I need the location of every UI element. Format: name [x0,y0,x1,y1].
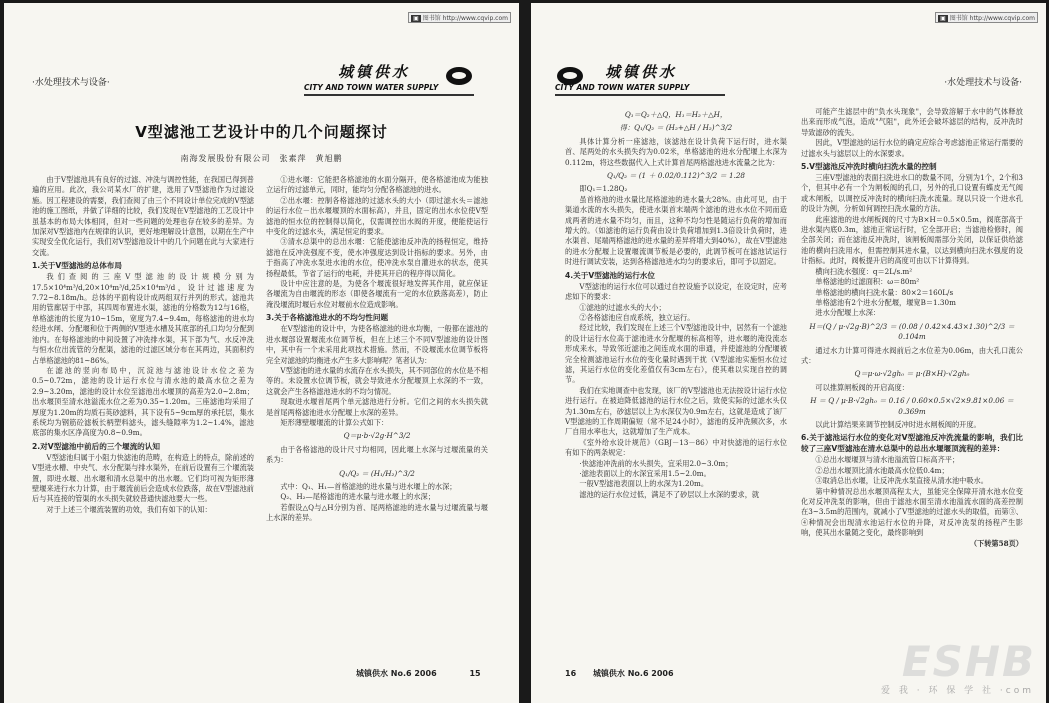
formula: Q＝μ·b·√2g·H^3/2 [343,431,411,441]
site-watermark [866,637,1036,697]
watermark-text: 爱 我 · 环 保 学 社 ·com [881,686,1034,696]
paragraph: 对于上述三个堰流装置的功效，我们有如下的认知： [46,504,212,514]
paragraph: ·滤池表面以上的水深宜采用1.5~2.0m。 [579,469,711,478]
masthead [304,61,474,101]
paragraph: 通过水力计算可得进水阀前后之水位差为0.06m，由大孔口流公式： [801,345,1023,365]
article-authors: 南海发展股份有限公司 张素萍 黄旭鹏 [180,154,343,163]
article-title: V型滤池工艺设计中的几个问题探讨 [135,123,388,141]
section-heading: 5.V型滤池反冲洗时横向扫洗水量的控制 [801,162,937,172]
formula: Q₁/Q₂ ＝ (H₁/H₂)^3/2 [339,468,415,478]
section-heading: 1.关于V型滤池的总体布局 [32,261,122,271]
paragraph: Q₂、H₂—尾格滤池的进水量与进水堰上的水深； [280,492,435,502]
paragraph: 一般V型滤池表面以上的水深为1.20m。 [579,479,709,489]
continued-note: （下转第58页） [969,538,1023,548]
section-heading: 6.关于滤池运行水位的变化对V型滤池反冲洗流量的影响，我们比较了三座V型滤池在清水总渠中的总出水堰堰顶流程的差异： [801,433,1023,454]
section-heading: 3.关于各格滤池进水的不均匀性问题 [266,313,389,323]
paragraph: 设计中应注意的是，为使各个堰流很好地发挥其作用，就应保证各堰流为自由堰流的形态（即使各堰流有一定的水位跌落高差），防止淹没堰流时堰后水位对堰前水位造成影响。 [266,279,488,309]
formula: Q＝μ·ω·√2gh₀ ＝ μ·(B×H)·√2gh₀ [854,369,970,379]
masthead-subtitle: CITY AND TOWN WATER SUPPLY [555,83,690,92]
paragraph: ②各格滤池应自成系统，独立运行。 [579,312,695,322]
paragraph: V型滤池归属于小阻力快滤池的范畴，在构造上的特点，除前述的V型进水槽、中央气、水分配渠与排水渠外，在前后设置有三个堰流装置，即进水堰、出水堰和清水总渠中的出水堰。它们均可视为矩形薄壁堰来进行水力计算，由于堰流前后会造成水位跌落，故在V型滤池前后与其连接的管渠的水头损失就较普通快滤池要大一些。 [32,452,254,504]
paragraph: 可以推算闸板阀的开启高度： [815,382,909,392]
paragraph: ②出水堰：控制各格滤池的过滤水头的大小（即过滤水头＝滤池的运行水位－出水堰堰顶的水面标高），并且，固定的出水水位使V型滤池的恒水位的控制得以简化，仅需调控出水阀的开度，便能使运行中变化的过滤水头，满足恒定的要求。 [266,195,488,237]
section-label: ·水处理技术与设备· [32,78,110,88]
paragraph: 单格滤池有2个进水分配堰，堰宽B＝1.30m [815,297,956,307]
footer-journal: 城镇供水 No.6 2006 [356,669,437,678]
paragraph: 单格滤池的横向扫洗水量：80×2＝160L/s [815,287,954,297]
page-number: 15 [469,669,481,678]
paragraph: ③取消总出水堰，让反冲洗水泵直接从清水池中吸水。 [815,476,988,486]
paragraph: 虽首格池的进水量比尾格滤池的进水量大28%。由此可见，由于渠道水流的水头损失，使进水渠首末端两个滤池的进水水位不同而造成两者的进水量不均匀，而且，这种不均匀性是随运行负荷的增加而增大的。（如滤池的运行负荷由设计负荷增加到1.3倍设计负荷时，进水渠首、尾端两格滤池的进水量的差异将增大到40%），故在V型滤池的进水分配堰上设置堰流调节板是必要的，此调节板可在滤池试运行时进行调试安装，达到各格滤池进水均匀的要求后，即可予以固定。 [565,194,787,267]
paragraph: 在滤池的竖向布局中，沉淀池与滤池设计水位之差为0.5~0.72m，滤池的设计运行水位与清水池的最高水位之差为2.9~3.20m，滤池的设计水位至滤池出水堰顶的高差为2.0~2.8m；出水堰顶至清水池溢流水位之差为0.35~1.20m。三座滤池均采用了厚度为1.20m的均质石英砂滤料，其下设有5~9cm厚的承托层，集水系统均为钢筋砼滤板长柄塑料滤头，滤头缝隙率为1.2~1.4%，滤池底部的集水区净高度为0.8~0.9m。 [32,365,254,438]
masthead-subtitle: CITY AND TOWN WATER SUPPLY [304,83,439,92]
source-tag: ▣ 图书馆 http://www.cqvip.com [408,12,511,23]
paragraph: 此座滤池的进水闸板阀的尺寸为B×H＝0.5×0.5m，阀底部高于进水渠内底0.3m，滤池正常运行时，它全部开启；当滤池检修时，阀全部关闭；而在滤池反冲洗时，该闸板阀需部分关闭，以保证供给滤池的横向扫洗用水，但需控制其进水量，以达到横向扫洗水强度的设计指标。此时，阀板提升启的高度可由以下计算得到。 [801,214,1023,266]
section-heading: 2.对V型滤池中前后的三个堰流的认知 [32,441,160,451]
paragraph: ·快滤池冲洗前的水头损失，宜采用2.0~3.0m； [579,458,733,468]
formula: H ＝ Q / μ·B·√2gh₀ ＝ 0.16 / 0.60×0.5×√2×9.81×0.06 ＝ 0.369m [810,396,1014,416]
masthead-title: 城镇供水 [605,63,678,81]
paragraph: 式中：Q₁、H₁—首格滤池的进水量与进水堰上的水深； [280,481,457,491]
paragraph: 现取进水堰首尾两个单元滤池进行分析。它们之间的水头损失就是首尾两格滤池进水分配堰上水深的差异。 [266,397,488,417]
formula: Q₁＝Q₂＋△Q，H₁＝H₂＋△H， [624,110,728,119]
paragraph: ③清水总渠中的总出水堰：它能使滤池反冲洗的扬程恒定，维持滤池在反冲洗强度不变，使水冲强度达到设计指标的要求。另外，由于指高了冲洗水泵进水池的水位，使冲洗水泵自灌进水的状态，使其扬程最低，节省了运行的电耗，并使其开启的程序得以简化。 [266,237,488,278]
paragraph: 即Q₁＝1.28Q₂ [579,184,628,194]
formula: Q₁/Q₂ ＝ (1 ＋ 0.02/0.112)^3/2 ＝ 1.28 [606,171,746,181]
paragraph: 横向扫洗水强度：q＝2L/s.m² [815,266,913,276]
paragraph: 三座V型滤池的表面扫洗进水口的数量不同，分别为1个，2个和3个，但其中必有一个为闸板阀的孔口，另外的孔口设置有蝶皮无气阀或木闸板，以调控反冲洗时的横向扫洗水流量。现以只设一个进水孔的设计为例，分析如何调控扫洗水量的方法。 [801,173,1023,214]
page-footer [356,668,481,679]
paragraph: 经过比较，我们发现在上述三个V型滤池设计中，居然有一个滤池的设计运行水位高于滤池进水分配堰的标高相等，进水堰的淹没流态形成来水，导致邻近滤池之间连成水面的串通，并使滤池的分配堰被完全检测滤池运行水位的变化量时遇到干扰（V型滤池实施恒水位过滤，其运行水位的变化差值仅有3cm左右），使其难以实现自控的调节。 [565,323,787,385]
text-column [32,175,254,645]
paragraph: 矩形薄壁堰堰流的计算公式如下： [280,417,389,427]
text-column [801,107,1023,645]
paragraph: V型滤池的进水量的水流存在水头损失，其不同部位的水位是不相等的。未设置水位调节板，就会导致进水分配堰顶上水深的不一致，这就会产生各格滤池进水的不均匀情况。 [266,365,488,396]
text-column [266,175,488,645]
left-page [4,3,519,703]
paragraph: 第中种情况总出水堰顶高程太大，虽能完全保障开清水池水位变化对反冲洗泵的影响，但由于滤池水面至清水池溢流水面的高差控制在3~3.5m的范围内，就减小了V型滤池的过滤水头的取值，而第③、④种情况会出现清水池运行水位的升降，对反冲洗泵的扬程产生影响，使其出水量随之变化，最终影响到 [801,486,1023,538]
paragraph: ②总出水堰顶比清水池最高水位低0.4m； [815,465,949,475]
paragraph: ①总出水堰堰顶与清水池溢流管口标高齐平； [815,455,960,465]
paragraph: 我们查阅的三座V型滤池的设计规模分别为17.5×10⁴m³/d,20×10⁴m³/d,25×10⁴m³/d，设计过滤速度为7.72~8.18m/h。总体的平面构设计成两组双行并列的形式。滤池共用的管廊居于中部，其四周布置进水渠，滤池的分格数为12与16格，单格滤池的长度为10~15m，宽度为7.4~9.4m，每格滤池的进水均经进水闸、分配堰和位于两侧的V型进水槽及其底部的孔口均匀分配到池内。在每格滤池的中间设置了冲洗排水渠，其下部为气、水反冲洗与恒水位出流管的分配渠，滤池的过滤区域分布在其两边，其面积约占单格滤池的81~86%。 [32,272,254,365]
paragraph: 若假设△Q与△H分别为首、尾两格滤池的进水量与过堰流量与堰上水深的差异。 [266,502,488,523]
paragraph: 单格滤池的过滤面积：ω＝80m² [815,277,920,287]
right-page [531,3,1046,703]
text-column [565,107,787,645]
paragraph: 滤池的运行水位过低，满足不了砂层以上水深的要求，就 [579,489,760,499]
section-label: ·水处理技术与设备· [944,78,1022,88]
paragraph: 可能产生滤层中的"负水头现象"，会导致溶解于水中的气体释放出来而形成气泡，造成"气阻"，此外还会破坏滤层的结构，反冲洗时导致滤砂的流失。 [801,107,1023,137]
paragraph: 我们在实地调查中也发现，该厂的V型滤池也无法按设计运行水位进行运行。在被迫降低滤池的运行水位之后，致使实际的过滤水头仅为1.30m左右，砂滤层以上为水深仅为0.9m左右，这就是造成了该厂V型滤池的工作周期偏短（常不足24小时），滤池的反冲洗频次多，水厂自用水率也大，这就增加了生产成本。 [565,385,787,437]
paragraph: 由于各格滤池的设计尺寸均相同，因此堰上水深与过堰流量的关系为： [266,444,488,465]
journal-logo-icon [446,67,472,85]
masthead-title: 城镇供水 [338,63,411,81]
watermark-logo: ESHB [901,637,1036,686]
masthead-rule [555,94,725,96]
page-footer [565,668,674,679]
section-heading: 4.关于V型滤池的运行水位 [565,270,655,280]
formula: H＝(Q / μ·√2g·B)^2/3 ＝ (0.08 / 0.42×4.43×1.30)^2/3 ＝ 0.104m [809,321,1015,342]
footer-journal: 城镇供水 No.6 2006 [592,669,674,678]
formula: 得：Q₁/Q₂ ＝ (H₂+△H / H₂)^3/2 [619,123,733,133]
paragraph: 由于V型滤池具有良好的过滤、冲洗与调控性能，在我国已得到普遍的应用。此次，我公司某水厂的扩建，选用了V型滤池作为过滤设施。因工程建设的需要，我们查阅了由三个不同设计单位完成的V型滤池的施工图纸，并做了详细的比较，我们发现在V型滤池的工艺设计中虽基本的布局大体相同，但对一些问题的处理也存在较多的差异。为加深对V型滤池内在规律的认识，更好地理解设计意图，以期在生产中实现安全优化运行，我们对V型滤池设计中的几个问题在此与大家进行交流。 [32,175,254,257]
paragraph: 《室外给水设计规范》（GBJ－13－86）中对快滤池的运行水位有如下的两条规定： [565,437,787,458]
paragraph: 因此，V型滤池的运行水位的确定应综合考虑滤池正常运行需要的过滤水头与滤层以上的水深要求。 [801,138,1023,158]
masthead-rule [304,94,474,96]
paragraph: V型滤池的运行水位可以通过自控设施予以设定，在设定时，应考虑如下的要求： [565,281,787,302]
masthead [555,61,725,101]
paragraph: ①滤池的过滤水头的大小； [579,302,666,312]
paragraph: 进水分配堰上水深： [815,308,881,318]
paragraph: 以此计算结果来调节控制反冲时进水闸板阀的开度。 [815,419,981,429]
paragraph: ①进水堰：它能把各格滤池的水面分隔开，使各格滤池成为能独立运行的过滤单元，同时，能均匀分配各格滤池的进水。 [266,175,488,195]
paragraph: 具体计算分析一座滤池，该滤池在设计负荷下运行时，进水渠首、尾两处的水头损失约为0.02米，单格滤池的进水分配堰上水深为0.112m，将这些数据代入上式计算首尾两格滤池进水流量之比为： [565,136,787,167]
page-number: 16 [565,669,577,678]
source-tag: ▣ 图书馆 http://www.cqvip.com [935,12,1038,23]
paragraph: 在V型滤池的设计中，为使各格滤池的进水均衡，一般都在滤池的进水堰部设置堰流水位调节板，但在上述三个不同V型滤池的设计图中，其中有一个未采用此项技术措施。然而，不设堰流水位调节板将完全对滤池的均衡进水产生多大影响呢？笔者认为： [266,324,488,365]
